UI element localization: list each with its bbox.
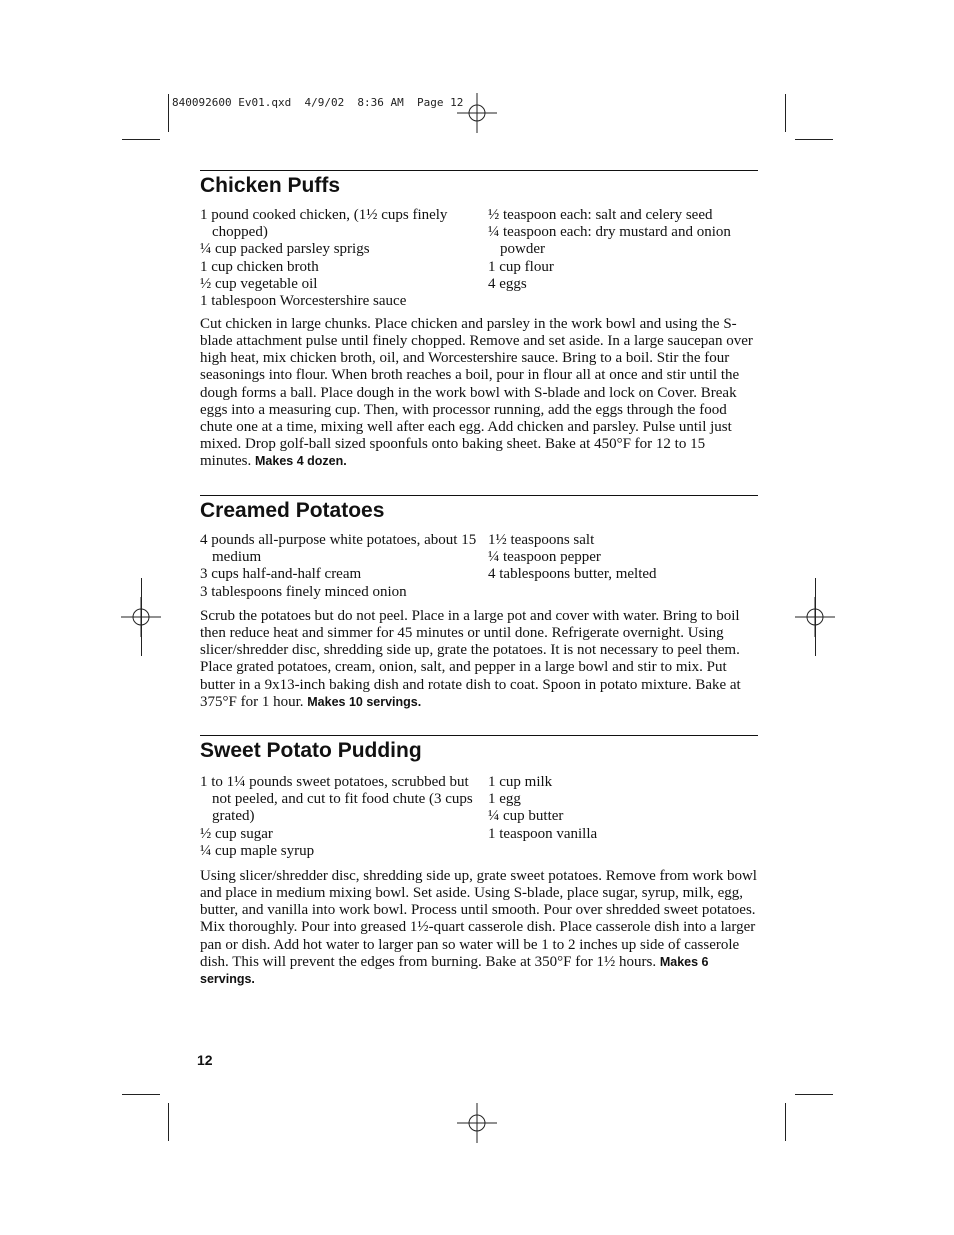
crop-mark — [122, 1094, 160, 1095]
ingredient-item: ¼ cup packed parsley sprigs — [200, 241, 370, 258]
registration-mark-icon — [457, 1103, 497, 1143]
recipe-title: Sweet Potato Pudding — [200, 739, 422, 762]
crop-mark — [122, 139, 160, 140]
recipe-yield: Makes 6 servings. — [200, 954, 709, 986]
ingredient-item: 3 tablespoons finely minced onion — [200, 583, 407, 600]
section-rule — [200, 170, 758, 171]
registration-mark-icon — [457, 93, 497, 133]
page-number: 12 — [197, 1052, 213, 1068]
ingredient-item: 1 egg — [488, 791, 521, 808]
recipe-chicken-puffs — [200, 170, 758, 470]
ingredient-item: 3 cups half-and-half cream — [200, 566, 362, 583]
ingredient-list-right — [488, 532, 768, 584]
ingredient-item: 1 pound cooked chicken, (1½ cups finely chopped) — [200, 207, 448, 241]
ingredient-list-right — [488, 207, 768, 293]
section-rule — [200, 495, 758, 496]
ingredient-item: 4 pounds all-purpose white potatoes, about 15 medium — [200, 532, 477, 566]
registration-guide-line — [141, 578, 142, 656]
ingredient-item: ½ cup vegetable oil — [200, 275, 318, 292]
directions-text: Using slicer/shredder disc, shredding side up, grate sweet potatoes. Remove from work bowl and place in medium mixing bowl. Set aside. Using S-blade, place sugar, syrup, milk, egg, butter, and vanilla into work bowl. Process until smooth. Pour over shredded sweet potatoes. Mix thoroughly. Pour into greased 1½-quart casserole dish. Place casserole dish into a larger pan or dish. Add hot water to larger pan so water will be 1 to 2 inches up side of casserole dish. This will prevent the edges from burning. Bake at 350°F for 1½ hours. — [200, 868, 757, 970]
directions-text: Scrub the potatoes but do not peel. Place in a large pot and cover with water. Bring to boil then reduce heat and simmer for 45 minutes or until done. Refrigerate overnight. Using slicer/shredder disc, shredding side up, grate the potatoes. It is not necessary to peel them. Place grated potatoes, cream, onion, salt, and pepper in a large bowl and stir to mix. Put butter in a 9x13-inch baking dish and rotate dish to coat. Spoon in potato mixture. Bake at 375°F for 1 hour. — [200, 608, 741, 710]
ingredient-item: ¼ teaspoon each: dry mustard and onion powder — [488, 224, 731, 258]
recipe-sweet-potato-pudding — [200, 735, 758, 986]
crop-mark — [168, 1103, 169, 1141]
ingredient-item: 4 tablespoons butter, melted — [488, 566, 657, 583]
crop-mark — [795, 139, 833, 140]
ingredient-item: ½ teaspoon each: salt and celery seed — [488, 207, 713, 223]
recipe-yield: Makes 4 dozen. — [255, 454, 347, 469]
ingredient-item: 4 eggs — [488, 275, 527, 292]
ingredient-item: 1 teaspoon vanilla — [488, 825, 598, 842]
ingredient-list-left — [200, 774, 485, 860]
recipe-title: Chicken Puffs — [200, 174, 341, 197]
ingredient-list-right — [488, 774, 768, 843]
registration-guide-line — [815, 578, 816, 656]
section-rule — [200, 735, 758, 736]
print-slug: 840092600 Ev01.qxd 4/9/02 8:36 AM Page 12 — [172, 96, 464, 109]
recipe-title: Creamed Potatoes — [200, 499, 385, 522]
ingredient-item: ¼ cup maple syrup — [200, 842, 315, 859]
ingredient-item: 1 cup chicken broth — [200, 258, 319, 275]
ingredient-item: 1½ teaspoons salt — [488, 532, 595, 548]
recipe-directions — [200, 316, 758, 470]
recipe-yield: Makes 10 servings. — [307, 694, 422, 709]
crop-mark — [795, 1094, 833, 1095]
crop-mark — [785, 94, 786, 132]
ingredient-item: ¼ cup butter — [488, 808, 564, 825]
crop-mark — [785, 1103, 786, 1141]
crop-mark — [168, 94, 169, 132]
ingredient-list-left — [200, 207, 485, 310]
ingredient-item: 1 cup flour — [488, 258, 554, 275]
directions-text: Cut chicken in large chunks. Place chicken and parsley in the work bowl and using the S-blade attachment pulse until finely chopped. Remove and set aside. In a large saucepan over high heat, mix chicken broth, oil, and Worcestershire sauce. Bring to a boil. Stir the four seasonings into flour. When broth reaches a boil, pour in flour all at once and stir until the dough forms a ball. Place dough in the work bowl with S-blade and lock on Cover. Break eggs into a measuring cup. Then, with processor running, add the eggs through the food chute one at a time, mixing well after each egg. Add chicken and parsley. Pulse until just mixed. Drop golf-ball sized spoonfuls onto baking sheet. Bake at 450°F for 12 to 15 minutes. — [200, 316, 753, 470]
ingredient-item: 1 tablespoon Worcestershire sauce — [200, 293, 407, 310]
ingredient-item: 1 to 1¼ pounds sweet potatoes, scrubbed but not peeled, and cut to fit food chute (3 cups grated) — [200, 774, 473, 825]
ingredient-item: 1 cup milk — [488, 774, 553, 790]
ingredient-item: ¼ teaspoon pepper — [488, 549, 601, 566]
recipe-directions — [200, 868, 758, 988]
ingredient-item: ½ cup sugar — [200, 825, 273, 842]
recipe-creamed-potatoes — [200, 495, 758, 710]
recipe-directions — [200, 608, 758, 711]
ingredient-list-left — [200, 532, 485, 601]
